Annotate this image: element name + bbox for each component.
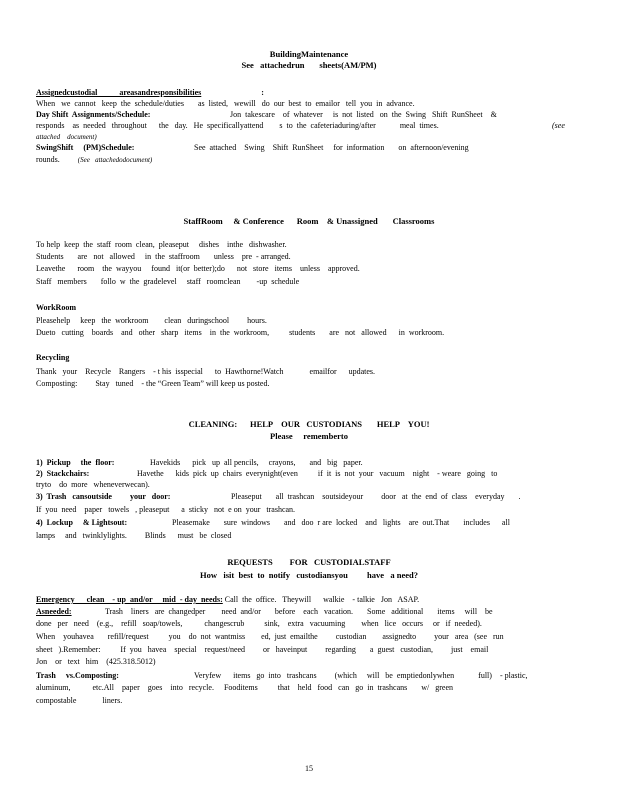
requests-heading: REQUESTS FOR CUSTODIALSTAFF [227,557,391,567]
asneeded-row [36,607,571,617]
cleaning-item-text: Havekids pick up all pencils, crayons, and big paper. [150,458,363,467]
page-number: 15 [305,764,313,773]
day-shift-text: Jon takescare of whatever is not listed on the Swing Shift RunSheet & [230,110,497,119]
staffroom-line: Staff members follo w the gradelevel staff roomclean -up schedule [36,277,300,286]
trash-row [36,671,571,681]
cleaning-item-label: 3) Trash cansoutside your door: [36,492,171,501]
requests-subheading: How isit best to notify custodiansyou have a need? [200,570,418,580]
recycling-heading: Recycling [36,353,70,362]
day-shift-row-2 [36,121,571,131]
day-shift-note: (see [552,121,565,130]
staffroom-heading: StaffRoom & Conference Room & Unassigned Classrooms [183,216,435,226]
trash-text: Veryfew items go into trashcans (which will be emptiedonlywhen full) - plastic, [194,671,528,680]
cleaning-item [36,458,571,468]
cleaning-item-text: lamps and twinklylights. Blinds must be closed [36,531,232,540]
trash-text: aluminum, etc.All paper goes into recycle. Fooditems that held food can go in trashcans w/ green [36,683,454,692]
workroom-line: Pleasehelp keep the workroom clean duringschool hours. [36,316,267,325]
asneeded-text: Jon or text him (425.318.5012) [36,657,156,666]
asneeded-text: done per need (e.g., refill soap/towels, changescrub sink, extra vacuuming when lice occurs or if needed). [36,619,482,628]
cleaning-item-text: Havethe kids pick up chairs everynight(even if it is not your vacuum night - weare going to [137,469,498,478]
swing-shift-row-2 [36,155,571,165]
doc-subtitle: See attachedrun sheets(AM/PM) [241,60,377,70]
swing-shift-note: (See attachedodocument) [77,156,153,164]
assigned-heading: Assignedcustodial areasandresponsibilities [36,88,202,97]
assigned-heading-row [36,88,571,98]
day-shift-label: Day Shift Assignments/Schedule: [36,110,151,119]
trash-text: compostable liners. [36,696,123,705]
asneeded-text: When youhavea refill/request you do not wantmiss ed, just emailthe custodian assignedto your area (see run [36,632,504,641]
day-shift-row [36,110,571,120]
asneeded-text: sheet ).Remember: If you havea special request/need or haveinput regarding a guest custodian, just email [36,645,489,654]
cleaning-item-text: Pleaseput all trashcan soutsideyour door at the end of class everyday . [231,492,521,501]
swing-shift-text: See attached Swing Shift RunSheet for information on afternoon/evening [194,143,469,152]
assigned-text: When we cannot keep the schedule/duties as listed, wewill do our best to emailor tell you in advance. [36,99,415,108]
cleaning-item-text: If you need paper towels , pleaseput a sticky not e on your trashcan. [36,505,296,514]
cleaning-item [36,469,571,479]
assigned-heading-colon: : [261,88,264,97]
cleaning-item [36,518,571,528]
staffroom-line: To help keep the staff room clean, pleaseput dishes inthe dishwasher. [36,240,287,249]
day-shift-note-2: attached document) [36,133,97,141]
workroom-heading: WorkRoom [36,303,76,312]
recycling-line: Thank your Recycle Rangers - t his isspecial to Hawthorne!Watch emailfor updates. [36,367,376,376]
recycling-line: Composting: Stay tuned - the “Green Team” will keep us posted. [36,379,270,388]
cleaning-item-label: 4) Lockup & Lightsout: [36,518,128,527]
cleaning-heading: CLEANING: HELP OUR CUSTODIANS HELP YOU! [188,419,430,429]
emergency-label: Emergency clean - up and/or mid - day needs: [36,595,223,604]
swing-shift-text-2: rounds. [36,155,60,164]
emergency-row [36,595,571,605]
cleaning-item-text: Pleasemake sure windows and doo r are locked and lights are out.That includes all [172,518,510,527]
cleaning-item-label: 2) Stackchairs: [36,469,90,478]
cleaning-item-text: tryto do more wheneverwecan). [36,480,150,489]
emergency-text: Call the office. Theywill walkie - talkie Jon ASAP. [224,595,420,604]
staffroom-line: Leavethe room the wayyou found it(or better);do not store items unless approved. [36,264,360,273]
asneeded-text: Trash liners are changedper need and/or before each vacation. Some additional items will be [105,607,493,616]
asneeded-label: Asneeded: [36,607,72,616]
swing-shift-label: SwingShift (PM)Schedule: [36,143,135,152]
staffroom-line: Students are not allowed in the staffroom unless pre - arranged. [36,252,291,261]
cleaning-subheading: Please rememberto [270,431,348,441]
cleaning-item [36,492,571,502]
cleaning-item-label: 1) Pickup the floor: [36,458,115,467]
workroom-line: Dueto cutting boards and other sharp items in the workroom, students are not allowed in workroom. [36,328,445,337]
doc-title: BuildingMaintenance [269,49,349,59]
day-shift-text-2: responds as needed throughout the day. He specificallyattend s to the cafeteriaduring/after meal times. [36,121,439,130]
trash-label: Trash vs.Composting: [36,671,119,680]
swing-shift-row [36,143,571,153]
